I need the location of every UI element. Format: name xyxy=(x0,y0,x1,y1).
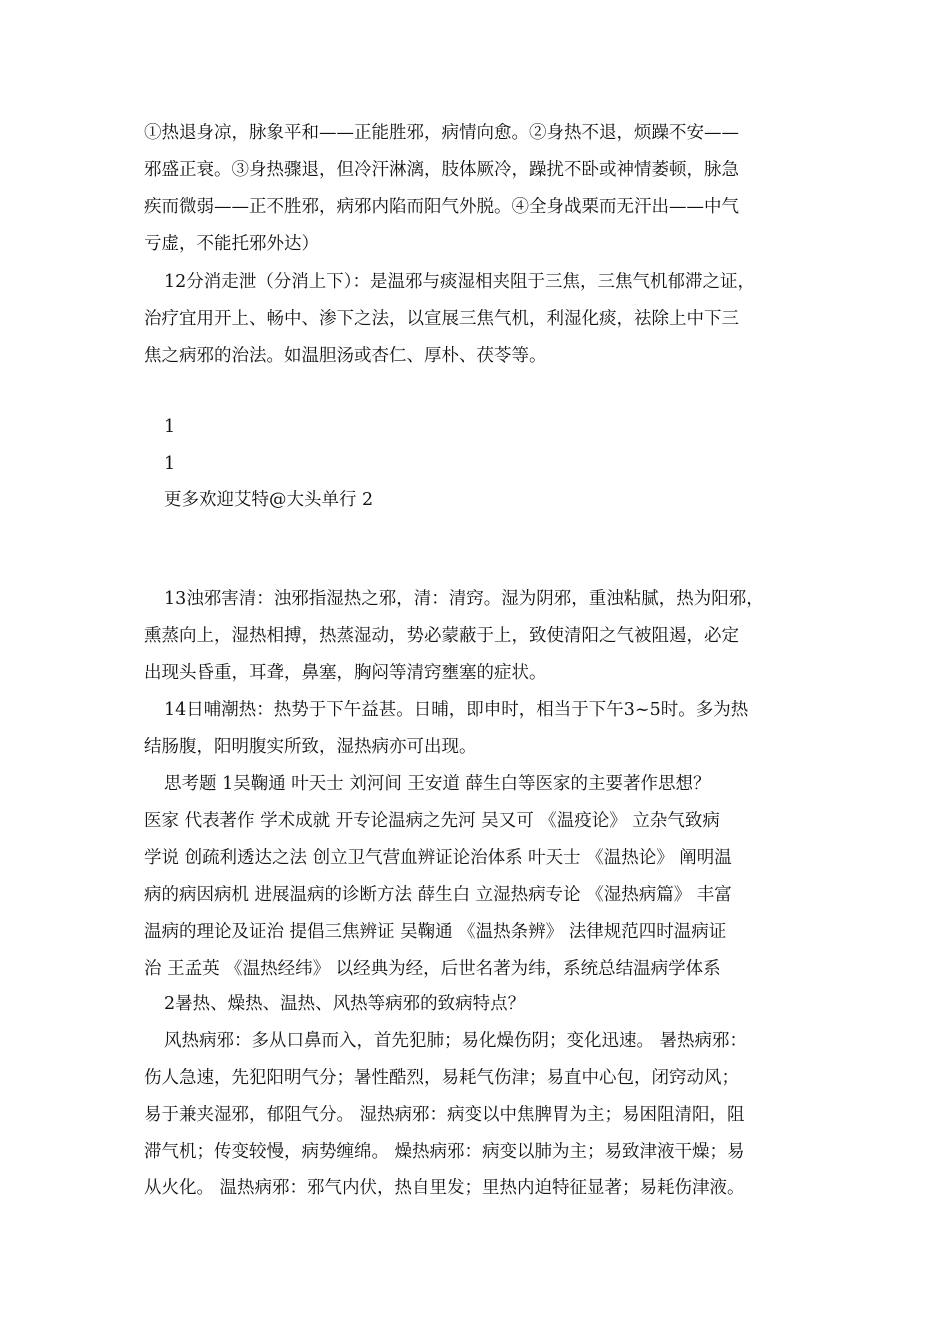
text-line: 疾而微弱——正不胜邪，病邪内陷而阳气外脱。④全身战栗而无汗出——中气 xyxy=(144,197,739,217)
question-heading: 2暑热、燥热、温热、风热等病邪的致病特点？ xyxy=(164,994,526,1014)
footer-note: 更多欢迎艾特@大头单行 2 xyxy=(164,490,374,510)
text-line: 治疗宜用开上、畅中、渗下之法，以宣展三焦气机，利湿化痰，祛除上中下三 xyxy=(144,309,739,329)
text-line: 从火化。 温热病邪：邪气内伏，热自里发；里热内迫特征显著；易耗伤津液。 xyxy=(144,1178,745,1198)
text-line: 14日哺潮热：热势于下午益甚。日晡，即申时，相当于下午3~5时。多为热 xyxy=(164,700,749,720)
text-line: 12分消走泄（分消上下）：是温邪与痰湿相夹阻于三焦，三焦气机郁滞之证， xyxy=(164,272,756,292)
text-line: ①热退身凉，脉象平和——正能胜邪，病情向愈。②身热不退，烦躁不安—— xyxy=(144,123,739,143)
text-line: 亏虚，不能托邪外达） xyxy=(144,234,319,254)
text-line: 学说 创疏利透达之法 创立卫气营血辨证论治体系 叶天士 《温热论》 阐明温 xyxy=(144,848,732,868)
text-line: 邪盛正衰。③身热骤退，但冷汗淋漓，肢体厥冷，躁扰不卧或神情萎顿，脉急 xyxy=(144,160,739,180)
question-heading: 思考题 1吴鞠通 叶天士 刘河间 王安道 薛生白等医家的主要著作思想？ xyxy=(164,774,711,794)
text-line: 熏蒸向上，湿热相搏，热蒸湿动，势必蒙蔽于上，致使清阳之气被阻遏，必定 xyxy=(144,626,739,646)
text-line: 风热病邪：多从口鼻而入，首先犯肺；易化燥伤阴；变化迅速。 暑热病邪： xyxy=(164,1031,748,1051)
text-line: 易于兼夹湿邪，郁阻气分。 湿热病邪：病变以中焦脾胃为主；易困阻清阳，阻 xyxy=(144,1105,745,1125)
text-line: 温病的理论及证治 提倡三焦辨证 吴鞠通 《温热条辨》 法律规范四时温病证 xyxy=(144,922,727,942)
text-line: 病的病因病机 进展温病的诊断方法 薛生白 立湿热病专论 《湿热病篇》 丰富 xyxy=(144,885,732,905)
text-line: 治 王孟英 《温热经纬》 以经典为经，后世名著为纬，系统总结温病学体系 xyxy=(144,959,721,979)
text-line: 伤人急速，先犯阳明气分；暑性酷烈，易耗气伤津；易直中心包，闭窍动风； xyxy=(144,1068,739,1088)
text-line: 医家 代表著作 学术成就 开专论温病之先河 吴又可 《温疫论》 立杂气致病 xyxy=(144,811,720,831)
page-number: 1 xyxy=(164,417,176,437)
text-line: 滞气机；传变较慢，病势缠绵。 燥热病邪：病变以肺为主；易致津液干燥；易 xyxy=(144,1142,745,1162)
text-line: 结肠腹，阳明腹实所致，湿热病亦可出现。 xyxy=(144,737,477,757)
text-line: 焦之病邪的治法。如温胆汤或杏仁、厚朴、茯苓等。 xyxy=(144,346,547,366)
page-number: 1 xyxy=(164,454,176,474)
text-line: 出现头昏重，耳聋，鼻塞，胸闷等清窍壅塞的症状。 xyxy=(144,663,547,683)
text-line: 13浊邪害清：浊邪指湿热之邪，清：清窍。湿为阴邪，重浊粘腻，热为阳邪， xyxy=(164,589,764,609)
